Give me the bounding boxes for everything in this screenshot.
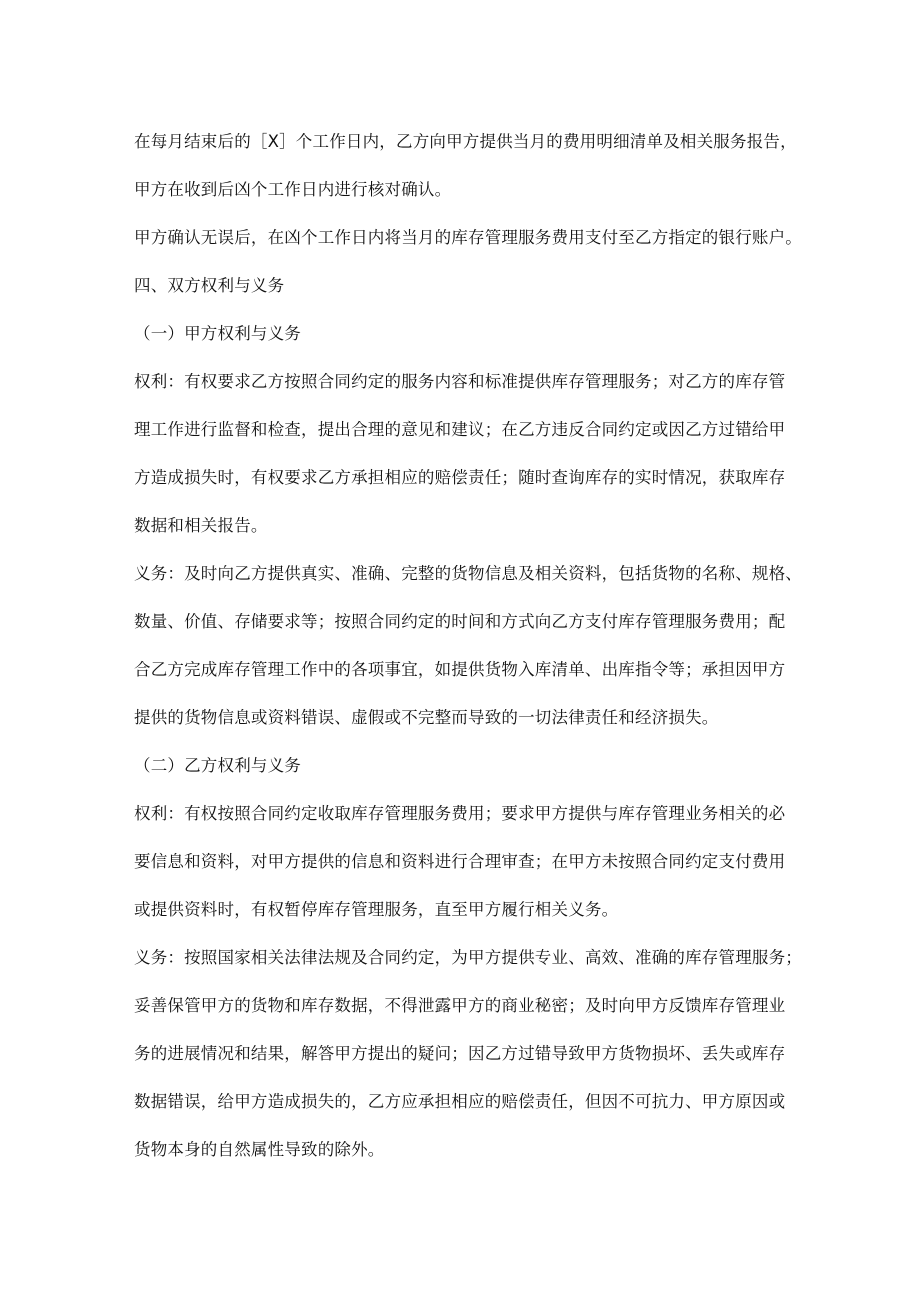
party-a-rights-line-1: 权利：有权要求乙方按照合同约定的服务内容和标准提供库存管理服务；对乙方的库存管 bbox=[134, 372, 786, 391]
party-a-obligations-line-4: 提供的货物信息或资料错误、虚假或不完整而导致的一切法律责任和经济损失。 bbox=[134, 708, 719, 727]
party-b-obligations-line-3: 务的进展情况和结果，解答甲方提出的疑问；因乙方过错导致甲方货物损坏、丢失或库存 bbox=[134, 1044, 786, 1063]
document-body bbox=[134, 118, 802, 1174]
party-a-obligations-line-2: 数量、价值、存储要求等；按照合同约定的时间和方式向乙方支付库存管理服务费用；配 bbox=[134, 612, 786, 631]
payment-confirmation-line: 甲方确认无误后，在凶个工作日内将当月的库存管理服务费用支付至乙方指定的银行账户。 bbox=[134, 228, 802, 247]
party-b-rights-line-3: 或提供资料时，有权暂停库存管理服务，直至甲方履行相关义务。 bbox=[134, 900, 619, 919]
party-b-obligations-line-5: 货物本身的自然属性导致的除外。 bbox=[134, 1140, 385, 1159]
subsection-heading-party-a: （一）甲方权利与义务 bbox=[134, 324, 301, 343]
party-a-rights-line-2: 理工作进行监督和检查，提出合理的意见和建议；在乙方违反合同约定或因乙方过错给甲 bbox=[134, 420, 786, 439]
party-b-obligations-line-2: 妥善保管甲方的货物和库存数据，不得泄露甲方的商业秘密；及时向甲方反馈库存管理业 bbox=[134, 996, 786, 1015]
party-b-rights-line-2: 要信息和资料，对甲方提供的信息和资料进行合理审查；在甲方未按照合同约定支付费用 bbox=[134, 852, 786, 871]
party-a-rights-line-3: 方造成损失时，有权要求乙方承担相应的赔偿责任；随时查询库存的实时情况，获取库存 bbox=[134, 468, 786, 487]
party-b-obligations-line-1: 义务：按照国家相关法律法规及合同约定，为甲方提供专业、高效、准确的库存管理服务； bbox=[134, 948, 802, 967]
payment-clause-line-2: 甲方在收到后凶个工作日内进行核对确认。 bbox=[134, 180, 452, 199]
party-a-obligations-line-3: 合乙方完成库存管理工作中的各项事宜，如提供货物入库清单、出库指令等；承担因甲方 bbox=[134, 660, 786, 679]
party-b-rights-line-1: 权利：有权按照合同约定收取库存管理服务费用；要求甲方提供与库存管理业务相关的必 bbox=[134, 804, 786, 823]
subsection-heading-party-b: （二）乙方权利与义务 bbox=[134, 756, 301, 775]
section-heading-rights-obligations: 四、双方权利与义务 bbox=[134, 276, 285, 295]
party-a-obligations-line-1: 义务：及时向乙方提供真实、准确、完整的货物信息及相关资料，包括货物的名称、规格、 bbox=[134, 564, 802, 583]
party-a-rights-line-4: 数据和相关报告。 bbox=[134, 516, 268, 535]
party-b-obligations-line-4: 数据错误，给甲方造成损失的，乙方应承担相应的赔偿责任，但因不可抗力、甲方原因或 bbox=[134, 1092, 786, 1111]
payment-clause-line-1: 在每月结束后的［X］个工作日内，乙方向甲方提供当月的费用明细清单及相关服务报告， bbox=[134, 132, 797, 151]
